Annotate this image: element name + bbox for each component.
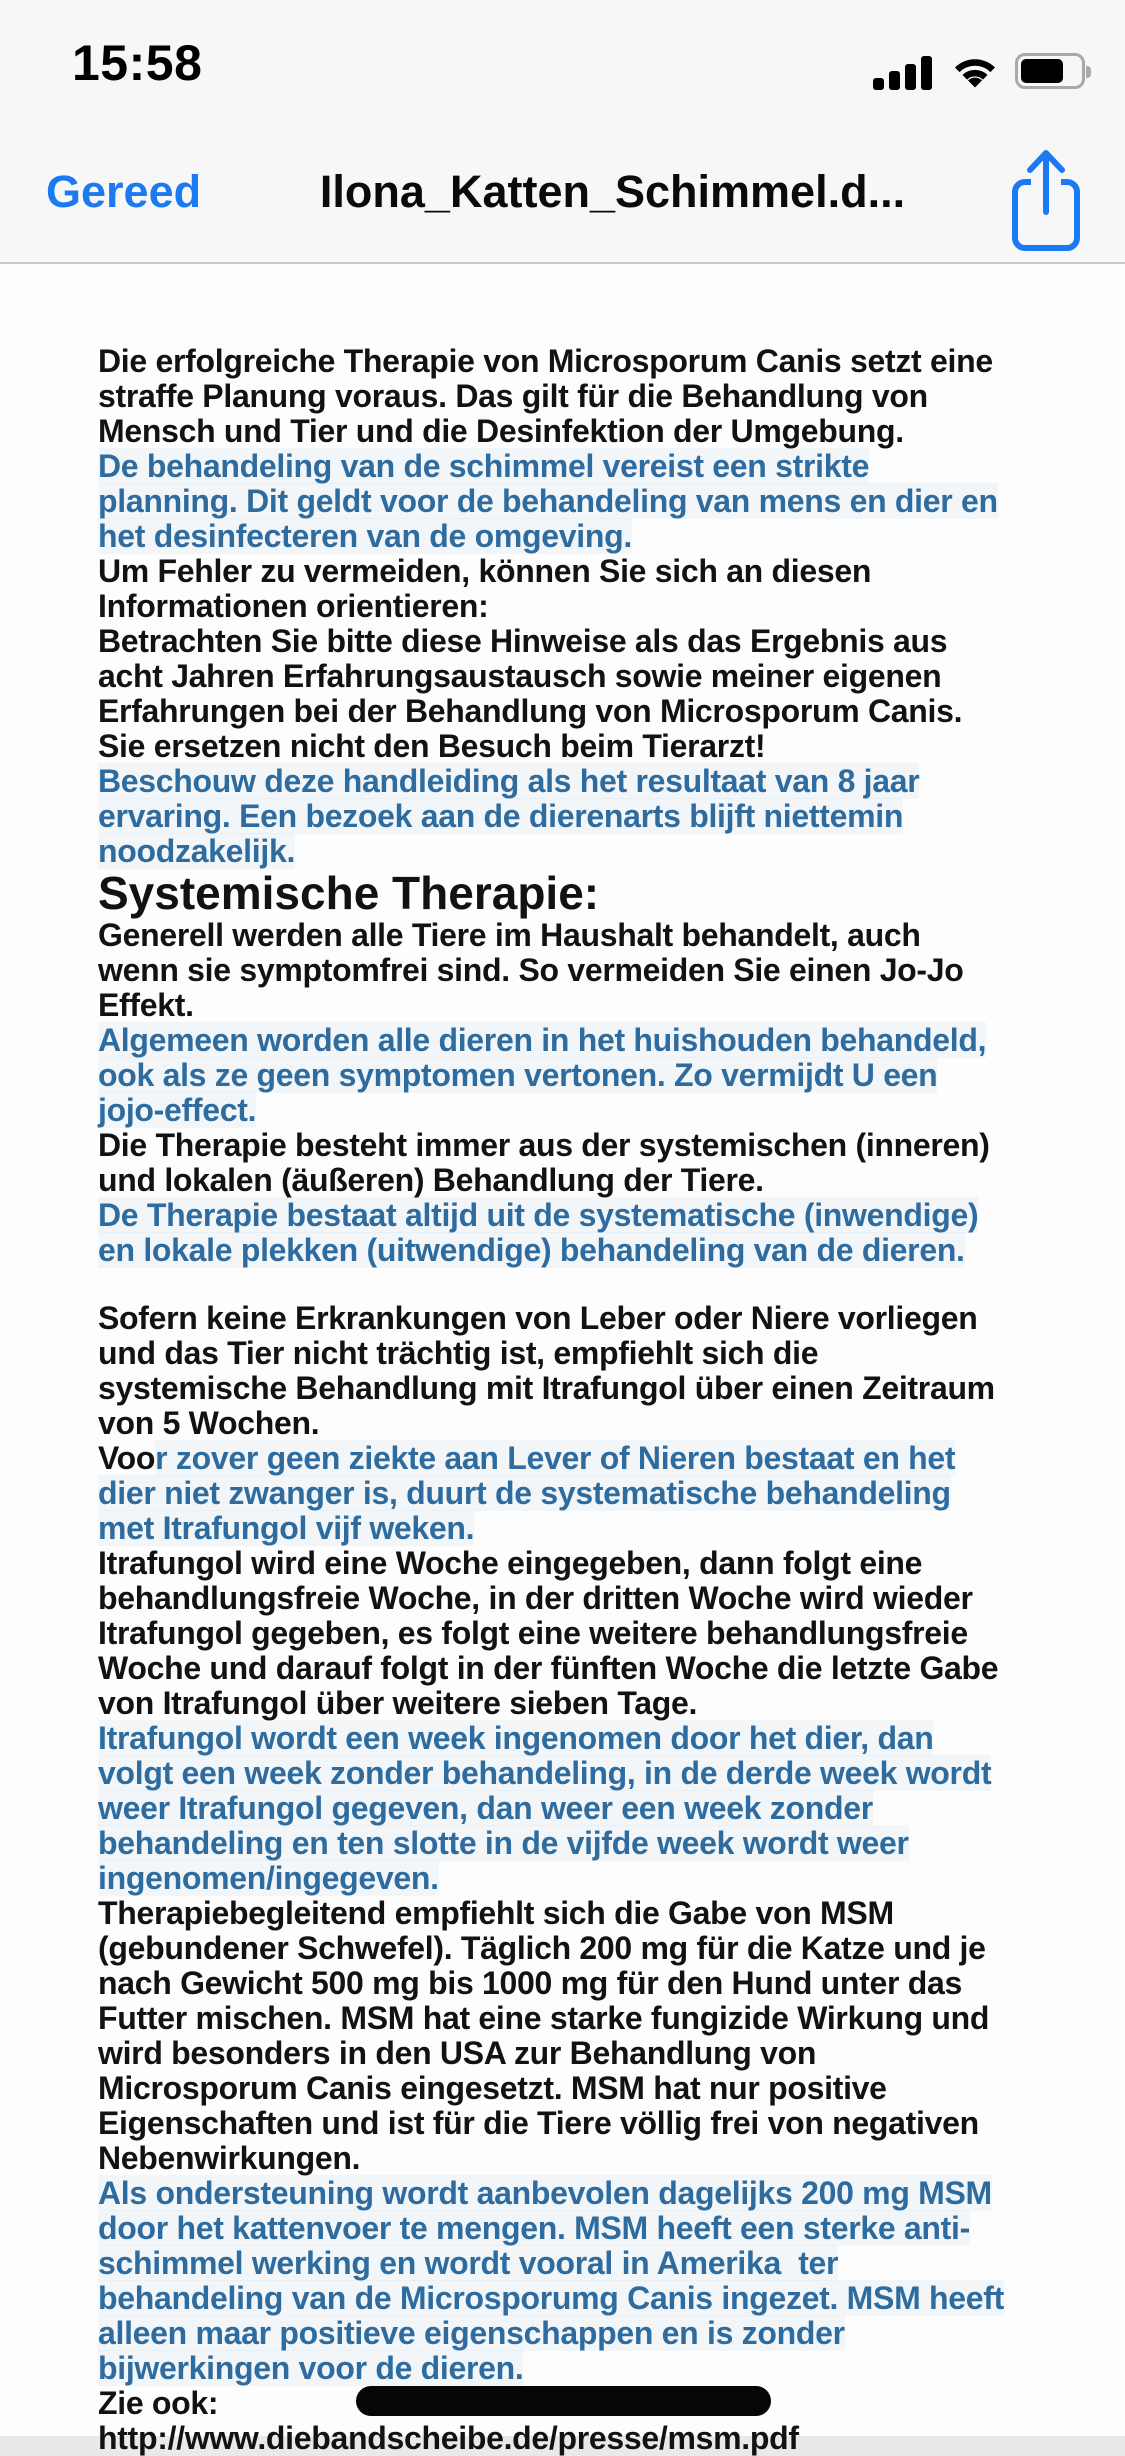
dutch-text-run: ervaring. Een bezoek aan de dierenarts blijft niettemin xyxy=(98,798,904,834)
text-line xyxy=(98,988,1097,1023)
text-line xyxy=(98,2211,1097,2246)
text-line xyxy=(98,1686,1097,1721)
german-text-run: (gebundener Schwefel). Täglich 200 mg für die Katze und je xyxy=(98,1930,986,1966)
dutch-text-run: bijwerkingen voor de dieren. xyxy=(98,2350,524,2386)
paragraph-de xyxy=(98,554,1097,624)
text-line xyxy=(98,1546,1097,1581)
german-text-run: Futter mischen. MSM hat eine starke fungizide Wirkung und xyxy=(98,2000,990,2036)
dutch-text-run: alleen maar positieve eigenschappen en is zonder xyxy=(98,2315,845,2351)
paragraph-heading xyxy=(98,869,1097,918)
german-text-run: Nebenwirkungen. xyxy=(98,2140,361,2176)
cellular-signal-icon xyxy=(873,56,935,90)
text-line xyxy=(98,414,1097,449)
paragraph-de xyxy=(98,1546,1097,1721)
paragraph-nl xyxy=(98,2176,1097,2386)
text-line xyxy=(98,379,1097,414)
text-line xyxy=(98,1896,1097,1931)
paragraph-de xyxy=(98,1896,1097,2176)
german-text-run: http://www.diebandscheibe.de/presse/msm.pdf xyxy=(98,2420,799,2456)
german-text-run: straffe Planung voraus. Das gilt für die Behandlung von xyxy=(98,378,928,414)
paragraph-de xyxy=(98,624,1097,764)
text-line xyxy=(98,1581,1097,1616)
dutch-text-run: ingenomen/ingegeven. xyxy=(98,1860,439,1896)
text-line xyxy=(98,1476,1097,1511)
battery-nub xyxy=(1086,66,1091,78)
paragraph-url[interactable] xyxy=(98,2421,1097,2456)
text-line xyxy=(98,2246,1097,2281)
text-line xyxy=(98,1336,1097,1371)
text-line xyxy=(98,2106,1097,2141)
text-line xyxy=(98,953,1097,988)
paragraph-de xyxy=(98,2386,1097,2421)
german-text-run: acht Jahren Erfahrungsaustausch sowie meiner eigenen xyxy=(98,658,942,694)
text-line xyxy=(98,1163,1097,1198)
german-text-run: systemische Behandlung mit Itrafungol über einen Zeitraum xyxy=(98,1370,995,1406)
paragraph-de xyxy=(98,1128,1097,1198)
text-line xyxy=(98,1791,1097,1826)
german-text-run: Die Therapie besteht immer aus der systemischen (inneren) xyxy=(98,1127,990,1163)
dutch-text-run: Als ondersteuning wordt aanbevolen dagelijks 200 mg MSM xyxy=(98,2175,992,2211)
dutch-text-run: noodzakelijk. xyxy=(98,833,296,869)
german-text-run: Erfahrungen bei der Behandlung von Microsporum Canis. xyxy=(98,693,963,729)
text-line xyxy=(98,1651,1097,1686)
german-text-run: wenn sie symptomfrei sind. So vermeiden Sie einen Jo-Jo xyxy=(98,952,964,988)
top-chrome xyxy=(0,0,1125,264)
text-line xyxy=(98,729,1097,764)
dutch-text-run: Beschouw deze handleiding als het resultaat van 8 jaar xyxy=(98,763,920,799)
paragraph-nl xyxy=(98,1198,1097,1268)
dutch-text-run: dier niet zwanger is, duurt de systematische behandeling xyxy=(98,1475,951,1511)
text-line xyxy=(98,764,1097,799)
dutch-text-run: r zover geen ziekte aan Lever of Nieren bestaat en het xyxy=(155,1440,956,1476)
text-line xyxy=(98,1128,1097,1163)
text-line xyxy=(98,519,1097,554)
text-line xyxy=(98,2316,1097,2351)
text-line xyxy=(98,2351,1097,2386)
text-line xyxy=(98,1756,1097,1791)
text-line xyxy=(98,589,1097,624)
dutch-text-run: schimmel werking en wordt vooral in Amerika ter xyxy=(98,2245,839,2281)
text-line xyxy=(98,1023,1097,1058)
status-icons xyxy=(873,46,1085,90)
dutch-text-run: en lokale plekken (uitwendige) behandeling van de dieren. xyxy=(98,1232,965,1268)
text-line xyxy=(98,2176,1097,2211)
document-page xyxy=(0,264,1125,2456)
dutch-text-run: planning. Dit geldt voor de behandeling van mens en dier en xyxy=(98,483,998,519)
dutch-text-run: weer Itrafungol gegeven, dan weer een week zonder xyxy=(98,1790,873,1826)
text-line xyxy=(98,1931,1097,1966)
battery-fill xyxy=(1021,59,1063,83)
text-line xyxy=(98,2141,1097,2176)
text-line xyxy=(98,799,1097,834)
german-text-run: Voo xyxy=(98,1440,156,1476)
german-text-run: Die erfolgreiche Therapie von Microsporum Canis setzt eine xyxy=(98,343,993,379)
text-line xyxy=(98,2036,1097,2071)
german-text-run: Woche und darauf folgt in der fünften Woche die letzte Gabe xyxy=(98,1650,999,1686)
german-text-run: Systemische Therapie: xyxy=(98,867,600,919)
done-button[interactable]: Gereed xyxy=(46,166,202,217)
dutch-text-run: Itrafungol wordt een week ingenomen door het dier, dan xyxy=(98,1720,934,1756)
redacted-text-bar xyxy=(356,2386,771,2416)
german-text-run: Zie ook: xyxy=(98,2385,219,2421)
text-line xyxy=(98,1093,1097,1128)
german-text-run: Betrachten Sie bitte diese Hinweise als das Ergebnis aus xyxy=(98,623,948,659)
text-line xyxy=(98,1721,1097,1756)
german-text-run: von Itrafungol über weitere sieben Tage. xyxy=(98,1685,698,1721)
paragraph-de xyxy=(98,918,1097,1023)
text-line xyxy=(98,1058,1097,1093)
text-line xyxy=(98,1406,1097,1441)
text-line xyxy=(98,449,1097,484)
text-line xyxy=(98,869,1097,918)
paragraph-de xyxy=(98,344,1097,449)
paragraph-nl xyxy=(98,1721,1097,1896)
german-text-run: Mensch und Tier und die Desinfektion der Umgebung. xyxy=(98,413,904,449)
text-line xyxy=(98,1198,1097,1233)
text-line xyxy=(98,1861,1097,1896)
text-line xyxy=(98,484,1097,519)
german-text-run: Informationen orientieren: xyxy=(98,588,489,624)
dutch-text-run: De behandeling van de schimmel vereist een strikte xyxy=(98,448,870,484)
document-title: Ilona_Katten_Schimmel.d... xyxy=(319,166,906,217)
text-line xyxy=(98,1441,1097,1476)
text-line xyxy=(98,2001,1097,2036)
paragraph-nl xyxy=(98,449,1097,554)
text-line xyxy=(98,1233,1097,1268)
dutch-text-run: met Itrafungol vijf weken. xyxy=(98,1510,475,1546)
paragraph-blank xyxy=(98,1268,1097,1301)
dutch-text-run: het desinfecteren van de omgeving. xyxy=(98,518,632,554)
text-line xyxy=(98,2386,1097,2421)
battery-icon xyxy=(1015,53,1085,89)
german-text-run: Sofern keine Erkrankungen von Leber oder Niere vorliegen xyxy=(98,1300,978,1336)
paragraph-nl xyxy=(98,764,1097,869)
paragraph-nl xyxy=(98,1441,1097,1546)
german-text-run: Eigenschaften und ist für die Tiere völlig frei von negativen xyxy=(98,2105,979,2141)
text-line xyxy=(98,1966,1097,2001)
dutch-text-run: volgt een week zonder behandeling, in de derde week wordt xyxy=(98,1755,992,1791)
text-line xyxy=(98,1371,1097,1406)
text-line xyxy=(98,344,1097,379)
german-text-run: Effekt. xyxy=(98,987,194,1023)
german-text-run: Um Fehler zu vermeiden, können Sie sich an diesen xyxy=(98,553,872,589)
dutch-text-run: behandeling van de Microsporumg Canis ingezet. MSM heeft xyxy=(98,2280,1004,2316)
text-line xyxy=(98,554,1097,589)
status-time: 15:58 xyxy=(72,35,203,91)
paragraph-de xyxy=(98,1301,1097,1441)
dutch-text-run: ook als ze geen symptomen vertonen. Zo vermijdt U een xyxy=(98,1057,938,1093)
text-line xyxy=(98,694,1097,729)
german-text-run: Generell werden alle Tiere im Haushalt behandelt, auch xyxy=(98,917,921,953)
text-line xyxy=(98,624,1097,659)
german-text-run: wird besonders in den USA zur Behandlung von xyxy=(98,2035,817,2071)
share-icon xyxy=(1003,146,1089,256)
german-text-run: Itrafungol gegeben, es folgt eine weitere behandlungsfreie xyxy=(98,1615,968,1651)
text-line xyxy=(98,2281,1097,2316)
dutch-text-run: behandeling en ten slotte in de vijfde week wordt weer xyxy=(98,1825,909,1861)
german-text-run: und das Tier nicht trächtig ist, empfiehlt sich die xyxy=(98,1335,819,1371)
wifi-icon xyxy=(950,54,1000,90)
text-line[interactable] xyxy=(98,2421,1097,2456)
text-line xyxy=(98,1301,1097,1336)
dutch-text-run: jojo-effect. xyxy=(98,1092,257,1128)
german-text-run: nach Gewicht 500 mg bis 1000 mg für den Hund unter das xyxy=(98,1965,963,2001)
text-line xyxy=(98,1616,1097,1651)
text-line xyxy=(98,918,1097,953)
paragraph-nl xyxy=(98,1023,1097,1128)
dutch-text-run: door het kattenvoer te mengen. MSM heeft een sterke anti- xyxy=(98,2210,970,2246)
text-line xyxy=(98,834,1097,869)
text-line xyxy=(98,659,1097,694)
dutch-text-run: Algemeen worden alle dieren in het huishouden behandeld, xyxy=(98,1022,987,1058)
dutch-text-run: De Therapie bestaat altijd uit de systematische (inwendige) xyxy=(98,1197,979,1233)
share-button[interactable] xyxy=(1003,146,1089,256)
text-line xyxy=(98,2071,1097,2106)
german-text-run: von 5 Wochen. xyxy=(98,1405,320,1441)
german-text-run: Therapiebegleitend empfiehlt sich die Gabe von MSM xyxy=(98,1895,894,1931)
german-text-run: Microsporum Canis eingesetzt. MSM hat nur positive xyxy=(98,2070,887,2106)
german-text-run: Sie ersetzen nicht den Besuch beim Tierarzt! xyxy=(98,728,766,764)
text-line xyxy=(98,1826,1097,1861)
german-text-run: Itrafungol wird eine Woche eingegeben, dann folgt eine xyxy=(98,1545,923,1581)
german-text-run: und lokalen (äußeren) Behandlung der Tiere. xyxy=(98,1162,764,1198)
text-line xyxy=(98,1511,1097,1546)
german-text-run: behandlungsfreie Woche, in der dritten Woche wird wieder xyxy=(98,1580,973,1616)
